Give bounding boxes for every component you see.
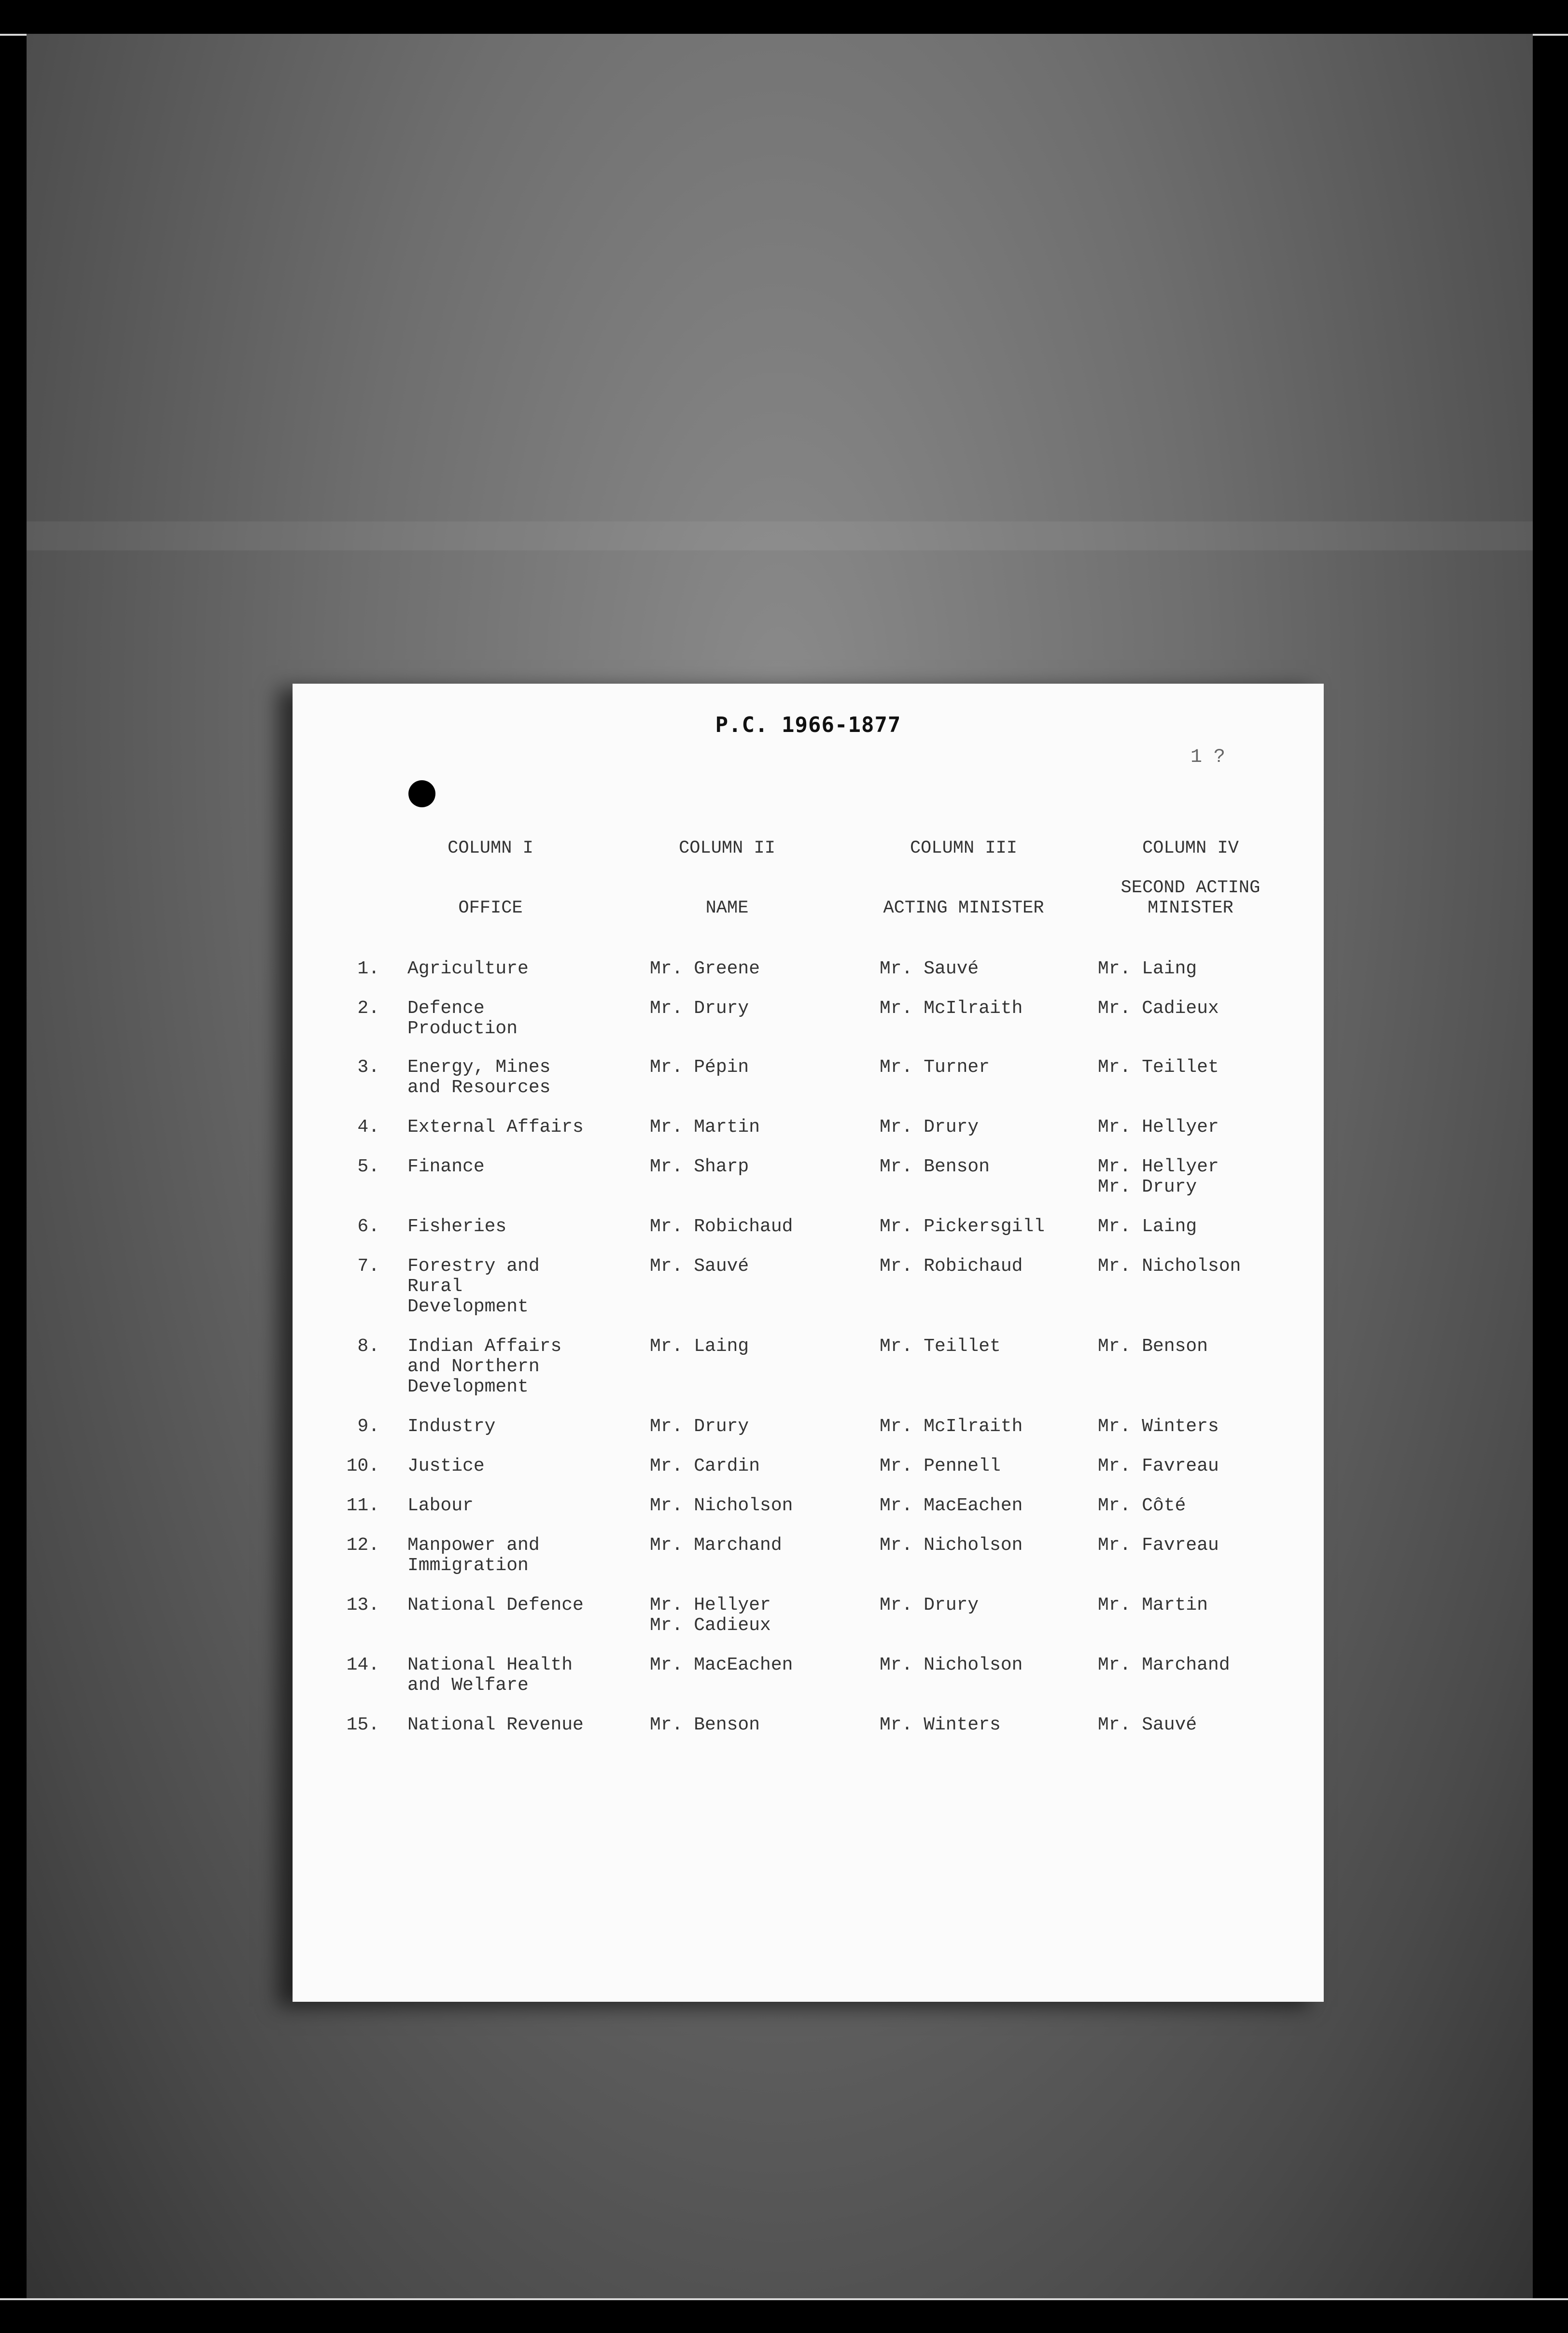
- document-page: [293, 684, 1324, 2002]
- row-number: 2.: [357, 998, 379, 1019]
- name-cell: Mr. Laing: [650, 1336, 749, 1357]
- acting-minister-cell: Mr. Winters: [880, 1715, 1001, 1735]
- acting-minister-cell: Mr. Robichaud: [880, 1256, 1023, 1277]
- acting-minister-cell: Mr. Turner: [880, 1057, 990, 1078]
- acting-minister-cell: Mr. Drury: [880, 1117, 979, 1138]
- name-cell: Mr. Martin: [650, 1117, 760, 1138]
- name-cell: Mr. Benson: [650, 1715, 760, 1735]
- column-3-heading: ACTING MINISTER: [883, 898, 1044, 918]
- name-cell: Mr. Sharp: [650, 1156, 749, 1177]
- row-number: 12.: [346, 1535, 379, 1556]
- acting-minister-cell: Mr. Pickersgill: [880, 1216, 1045, 1237]
- office-cell: Agriculture: [407, 958, 529, 979]
- office-cell: Justice: [407, 1456, 485, 1476]
- acting-minister-cell: Mr. Pennell: [880, 1456, 1001, 1476]
- acting-minister-cell: Mr. McIlraith: [880, 1416, 1023, 1437]
- backdrop-fold: [27, 521, 1533, 550]
- name-cell: Mr. Cardin: [650, 1456, 760, 1476]
- row-number: 6.: [357, 1216, 379, 1237]
- row-number: 5.: [357, 1156, 379, 1177]
- acting-minister-cell: Mr. MacEachen: [880, 1495, 1023, 1516]
- office-cell: National Revenue: [407, 1715, 584, 1735]
- office-cell: Energy, Mines and Resources: [407, 1057, 551, 1098]
- column-3-label: COLUMN III: [910, 838, 1018, 858]
- acting-minister-cell: Mr. Sauvé: [880, 958, 979, 979]
- page-mark: 1 ?: [1190, 746, 1226, 768]
- office-cell: Labour: [407, 1495, 474, 1516]
- name-cell: Mr. Marchand: [650, 1535, 782, 1556]
- column-4-heading: SECOND ACTING MINISTER: [1120, 878, 1260, 918]
- acting-minister-cell: Mr. Drury: [880, 1595, 979, 1616]
- row-number: 13.: [346, 1595, 379, 1616]
- punch-hole: [408, 780, 435, 807]
- acting-minister-cell: Mr. Nicholson: [880, 1655, 1023, 1675]
- second-acting-minister-cell: Mr. Nicholson: [1098, 1256, 1241, 1277]
- name-cell: Mr. Greene: [650, 958, 760, 979]
- row-number: 14.: [346, 1655, 379, 1675]
- acting-minister-cell: Mr. McIlraith: [880, 998, 1023, 1019]
- second-acting-minister-cell: Mr. Martin: [1098, 1595, 1208, 1616]
- name-cell: Mr. Pépin: [650, 1057, 749, 1078]
- column-4-label: COLUMN IV: [1142, 838, 1239, 858]
- row-number: 11.: [346, 1495, 379, 1516]
- row-number: 8.: [357, 1336, 379, 1357]
- second-acting-minister-cell: Mr. Laing: [1098, 1216, 1197, 1237]
- row-number: 3.: [357, 1057, 379, 1078]
- second-acting-minister-cell: Mr. Côté: [1098, 1495, 1186, 1516]
- name-cell: Mr. Sauvé: [650, 1256, 749, 1277]
- office-cell: Industry: [407, 1416, 496, 1437]
- office-cell: National Health and Welfare: [407, 1655, 573, 1696]
- office-cell: Forestry and Rural Development: [407, 1256, 540, 1317]
- row-number: 15.: [346, 1715, 379, 1735]
- name-cell: Mr. Robichaud: [650, 1216, 793, 1237]
- column-1-heading: OFFICE: [458, 898, 523, 918]
- name-cell: Mr. Hellyer Mr. Cadieux: [650, 1595, 771, 1636]
- document-title: P.C. 1966-1877: [715, 713, 901, 737]
- second-acting-minister-cell: Mr. Benson: [1098, 1336, 1208, 1357]
- name-cell: Mr. Drury: [650, 1416, 749, 1437]
- column-2-label: COLUMN II: [679, 838, 775, 858]
- second-acting-minister-cell: Mr. Favreau: [1098, 1456, 1219, 1476]
- acting-minister-cell: Mr. Teillet: [880, 1336, 1001, 1357]
- second-acting-minister-cell: Mr. Laing: [1098, 958, 1197, 979]
- office-cell: Defence Production: [407, 998, 518, 1039]
- name-cell: Mr. MacEachen: [650, 1655, 793, 1675]
- office-cell: National Defence: [407, 1595, 584, 1616]
- row-number: 4.: [357, 1117, 379, 1138]
- column-1-label: COLUMN I: [448, 838, 533, 858]
- acting-minister-cell: Mr. Benson: [880, 1156, 990, 1177]
- column-2-heading: NAME: [705, 898, 749, 918]
- office-cell: External Affairs: [407, 1117, 584, 1138]
- name-cell: Mr. Drury: [650, 998, 749, 1019]
- second-acting-minister-cell: Mr. Marchand: [1098, 1655, 1230, 1675]
- film-border-bottom: [0, 2298, 1568, 2300]
- second-acting-minister-cell: Mr. Cadieux: [1098, 998, 1219, 1019]
- name-cell: Mr. Nicholson: [650, 1495, 793, 1516]
- row-number: 9.: [357, 1416, 379, 1437]
- second-acting-minister-cell: Mr. Winters: [1098, 1416, 1219, 1437]
- second-acting-minister-cell: Mr. Hellyer: [1098, 1117, 1219, 1138]
- second-acting-minister-cell: Mr. Sauvé: [1098, 1715, 1197, 1735]
- office-cell: Indian Affairs and Northern Development: [407, 1336, 562, 1397]
- acting-minister-cell: Mr. Nicholson: [880, 1535, 1023, 1556]
- office-cell: Fisheries: [407, 1216, 507, 1237]
- office-cell: Finance: [407, 1156, 485, 1177]
- row-number: 1.: [357, 958, 379, 979]
- row-number: 7.: [357, 1256, 379, 1277]
- office-cell: Manpower and Immigration: [407, 1535, 540, 1576]
- row-number: 10.: [346, 1456, 379, 1476]
- second-acting-minister-cell: Mr. Favreau: [1098, 1535, 1219, 1556]
- second-acting-minister-cell: Mr. Hellyer Mr. Drury: [1098, 1156, 1219, 1197]
- second-acting-minister-cell: Mr. Teillet: [1098, 1057, 1219, 1078]
